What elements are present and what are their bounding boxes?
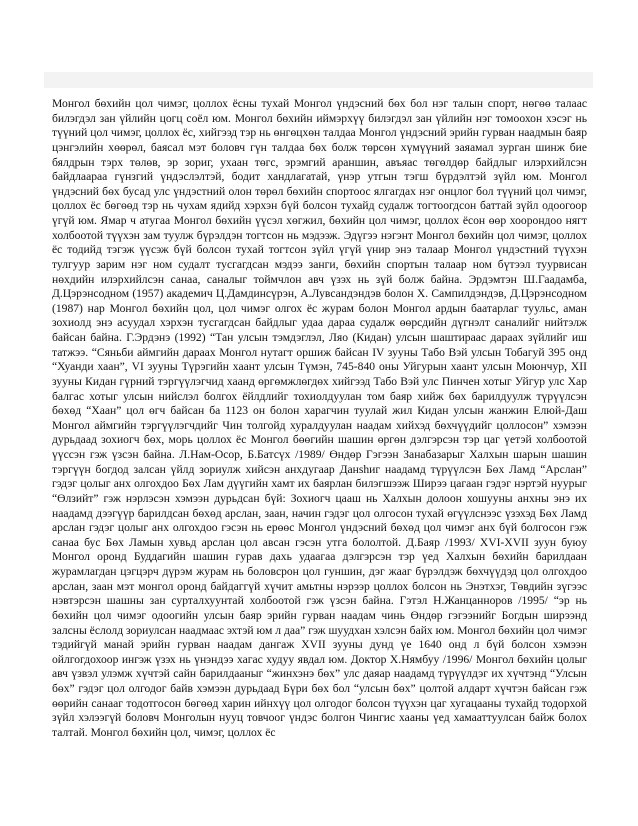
header-band xyxy=(44,72,593,88)
page-bottom-fade xyxy=(44,806,604,826)
document-body-text: Монгол бөхийн цол чимэг, цоллох ёсны тухай Монгол үндэсний бөх бол нэг талын спорт, нөгөө талаас билэгдэл зан үйлийн цогц соёл юм. Монгол бөхийн иймэрхүү билэгдэл зан үйлийн нэг томоохон хэсэг нь түүний цол чимэг, цоллох ёс, хийгээд тэр нь өнгөцхөн талдаа Монгол үндэсний эрийн гурван наадмын баяр цэнгэлийн хөөрөл, баясал мэт боловч гүн талдаа бөх болж төрсөн хүмүүний заяамал зурган шинж бие бялдрын тэрх төлөв, эр зориг, ухаан төгс, эрэмгий араншин, авъяас төгөлдөр байдлыг илэрхийлсэн байдлаараа гүнзгий үндэслэлтэй, бодит хандлагатай, үнэр утгын тэгш бүрдэлтэй зүйл юм. Монгол үндэсний бөх бусад улс үндэстний олон төрөл бөхийн спортоос ялгагдах нэг онцлог бол түүний цол чимэг, цоллох ёс бөгөөд тэр нь чухам ядийд хэрхэн бүй болсон тухайд судалж тогтоогдсон баттай зүйл одоогоор үгүй юм. Ямар ч атугаа Монгол бөхийн үүсэл хөгжил, бөхийн цол чимэг, цоллох ёсон өөр хоорондоо нягт холбоотой түүхэн зам туулж бүрэлдэн тогтсон нь мэдээж. Эдүгээ нэгэнт Монгол бөхийн цол чимэг, цоллох ёс тодийд тэгэж үүсэж бүй болсон тухай тогтсон зүйл үгүй үнир энэ талаар Монгол үндэстний түүхэн тулгуур зарим нэг ном судалт тусгагдсан мэдээ занги, бөхийн спортын талаар ном бүтээл туурвисан нөхдийн илэрхийлсэн санаа, саналыг тоймчлон авч үзэх нь зүй болж байна. Эрдэмтэн Ш.Гаадамба, Д.Цэрэнсодном (1957) академич Ц.Дамдинсүрэн, А.Лувсандэндэв болон Х. Сампилдэндэв, Д.Цэрэнсодном (1987) нар Монгол бөхийн цол, цол чимэг олгох ёс журам болон Монгол ардын баатарлаг туульс, аман зохиолд энэ асуудал хэрхэн тусгагдсан байдлыг удаа дараа судалж өөрсдийн дүгнэлт саналийг нийтэлж байсан байна. Г.Эрдэнэ (1992) “Тан улсын тэмдэглэл, Ляо (Кидан) улсын шаштираас дараах зүйлийг иш татжээ. “Сяньби аймгийн дараах Монгол нутагт оршиж байсан IV зууны Табо Вэй улсын Тобагуй 395 онд “Хуанди хаан”, VI зууны Түрэгийн хаант улсын Түмэн, 745-840 оны Уйгурын хаант улсын Моюнчур, XII зууны Кидан гүрний тэргүүлэгчид хаанд өргөмжлөгдөх хийгээд Табо Вэй улс Пинчен хотыг Уйгур улс Хар балгас хотыг улсын нийслэл болгох ёйлдлийг тохиолдуулан том баяр хийж бөх барилдуулж түрүүлсэн бөхөд “Хаан” цол өгч байсан ба 1123 он болон харагчин туулай жил Кидан улсын жанжин Елюй-Даш Монгол аймгийн тэргүүлэгчдийг Чин толгойд хуралдуулан наадам хийхэд бөхчүүдийг цоллосон” хэмээн дурьдаад зохиогч бөх, морь цоллох ёс Монгол бөөгийн шашин өргөн дэлгэрсэн тэр цаг үетэй холбоотой үүссэн гэж үзсэн байна. Л.Нам-Осор, Б.Батсүх /1989/ Өндөр Гэгээн Занабазарыг Халхын шарын шашин тэргүүн богдод залсан үйлд зориулж хийсэн анхдугаар Данshиг наадамд түрүүлсэн Бөх Ламд “Арслан” гэдэг цолыг анх олгохдоо Бөх Лам дүүгийн хамт их баярлан билэгшээж Ширээ цагаан гэдэг нэртэй нуурыг “Өлзийт” гэж нэрлэсэн хэмээн дурьдсан бүй: Зохиогч цааш нь Халхын долоон хошууны анхны энэ их наадамд дээгүүр барилдсан бөхөд арслан, заан, начин гэдэг цол олгосон тухай өгүүлснээс үзэхэд Бөх Ламд арслан гэдэг цолыг анх олгохдоо гэсэн нь ерөөс Монгол үндэсний бөхөд цол чимэг анх бүй болгосон гэж санаа бус Бөх Ламын хувьд арслан цол авсан гэсэн утга бололтой. Д.Баяр /1993/ XVI-XVII зуун буюу Монгол оронд Буддагийн шашин гурав дахь удаагаа дэлгэрсэн тэр үед Халхын бөхийн барилдаан журамлагдан цэгцэрч дүрэм журам нь боловсрон цол гуншин, дэг жааг бүрэлдэж бөхчүүдэд цол олгохдоо арслан, заан мэт монгол оронд байдаггүй хүчит амьтны нэрээр цоллох болсон нь Энэтхэг, Төвдийн зүгээс нэвтэрсэн шашны зан сурталхуунтай холбоотой гэж үзсэн байна. Гэтэл Н.Жанцанноров /1995/ “эр нь бөхийн цол чимэг одоогийн улсын баяр эрийн гурван наадам чинь Өндөр гэгээнийг Богдын ширээнд залсны ёслолд зориулсан наадмаас эхтэй юм л даа” гэж шуудхан хэлсэн байх юм. Монгол бөхийн цол чимэг тэдийгүй манай эрийн гурван наадам дангаж XVII зууны дунд үе 1640 онд л бүй болсон хэмээн ойлгогдохоор ингэж үзэх нь үнэндээ хагас худуу явдал юм. Доктор Х.Нямбуу /1996/ Монгол бөхийн цолыг авч үзвэл улэмж хүчтэй сайн барилдааныг “жинхэнэ бөх” улс даяар наадамд түрүүлдэг их хүчтэнд “Улсын бөх” гэдэг цол олгодог байв хэмээн дурьдаад Бүри бөх бол “улсын бөх” цолтой алдарт хүчтэн байсан гэж өөрийн санааг тодотгосон бөгөөд харин ийнхүү цол олгодог болсон түүхэн цаг хугацааны тухайд тодорхой зүйл хэлээгүй боловч Монголын нууц товчоог үндэс болгон Чингис хааны үед хамааттуулсан байж болох талтай. Монгол бөхийн цол, чимэг, цоллох ёс xyxy=(52,97,587,739)
